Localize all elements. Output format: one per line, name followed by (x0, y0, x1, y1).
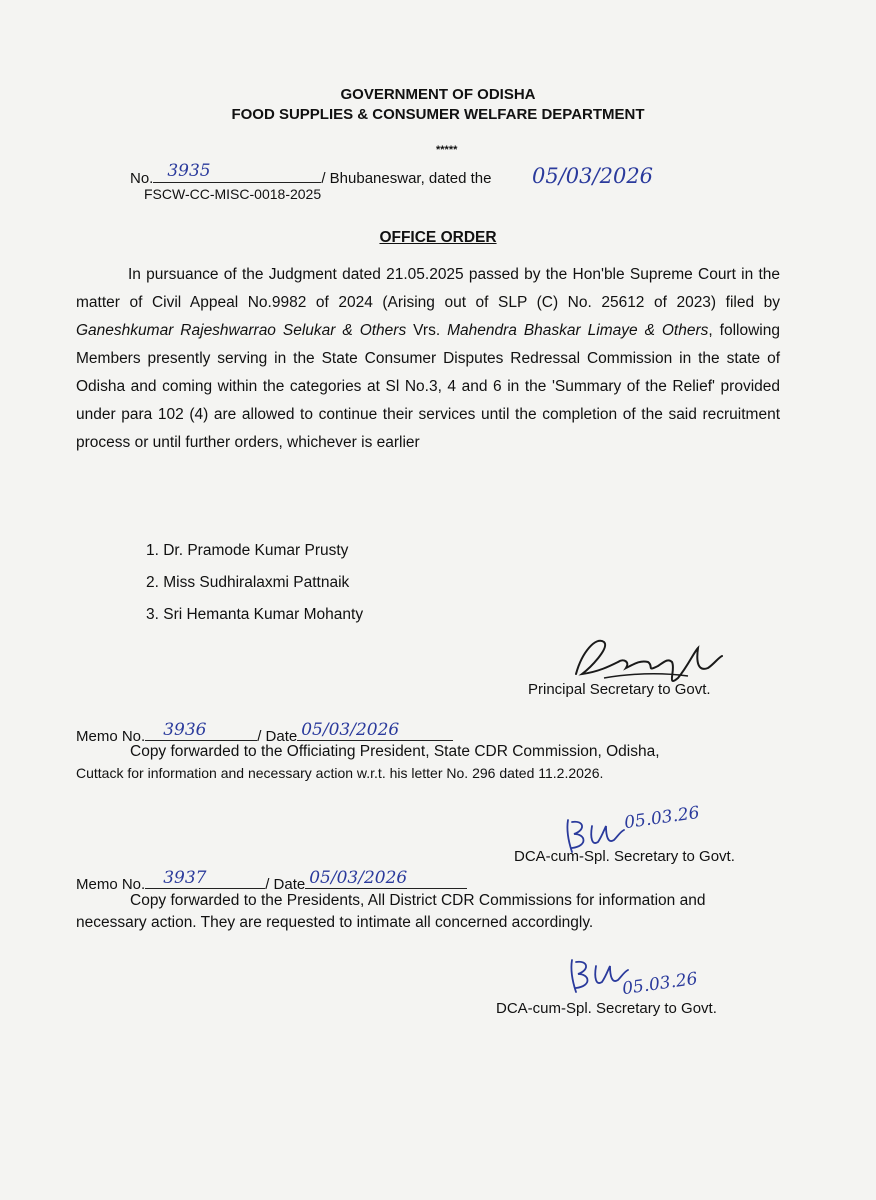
department-heading: FOOD SUPPLIES & CONSUMER WELFARE DEPARTMENT (231, 106, 645, 123)
list-item: 1. Dr. Pramode Kumar Prusty (146, 542, 349, 559)
memo1-text-1: Copy forwarded to the Officiating President, State CDR Commission, Odisha, (130, 743, 660, 760)
order-body (76, 261, 780, 457)
memo1-line (76, 720, 453, 745)
reference-line (130, 161, 492, 187)
principal-secretary-designation: Principal Secretary to Govt. (528, 681, 711, 698)
memo2-no-blank (145, 868, 265, 889)
govt-heading: GOVERNMENT OF ODISHA (340, 86, 536, 103)
body-text-2: , following Members presently serving in the State Consumer Disputes Redressal Commission in the state of Odisha and coming within the categories at Sl No.3, 4 and 6 in the 'Summary of the Relief' provided under para 102 (4) are allowed to continue their services until the completion of the said recruitment process or until further orders, whichever is earlier (76, 322, 780, 451)
handwritten-date: 05/03/2026 (532, 164, 654, 188)
memo1-date: 05/03/2026 (301, 720, 400, 740)
order-title: OFFICE ORDER (379, 229, 497, 246)
list-item: 3. Sri Hemanta Kumar Mohanty (146, 606, 364, 623)
memo1-no-blank (145, 720, 257, 741)
no-label: No. (130, 170, 154, 187)
separator-stars: ***** (436, 144, 458, 156)
memo1-label: Memo No. (76, 728, 146, 745)
memo2-date-label: / Date (265, 876, 306, 893)
memo1-no: 3936 (163, 720, 207, 740)
member-list (146, 542, 363, 638)
body-text-1: In pursuance of the Judgment dated 21.05.2025 passed by the Hon'ble Supreme Court in the matter of Civil Appeal No.9982 of 2024 (Arising out of SLP (C) No. 25612 of 2023) filed by (76, 266, 780, 311)
memo2-date: 05/03/2026 (309, 868, 408, 888)
memo2-date-blank (305, 868, 467, 889)
handwritten-no: 3935 (167, 161, 211, 181)
place-date-text: / Bhubaneswar, dated the (321, 170, 492, 187)
no-blank (153, 161, 321, 183)
memo2-line (76, 868, 467, 893)
party-1: Ganeshkumar Rajeshwarrao Selukar & Others (76, 322, 407, 339)
memo2-label: Memo No. (76, 876, 146, 893)
memo1-date-label: / Date (257, 728, 298, 745)
list-item: 2. Miss Sudhiralaxmi Pattnaik (146, 574, 350, 591)
dca-sign-date-2: 05.03.26 (620, 968, 699, 1000)
party-2: Mahendra Bhaskar Limaye & Others (447, 322, 709, 339)
memo2-text-1: Copy forwarded to the Presidents, All District CDR Commissions for information and (130, 892, 706, 909)
memo1-date-blank (297, 720, 453, 741)
dca-designation-1: DCA-cum-Spl. Secretary to Govt. (514, 848, 735, 865)
memo2-no: 3937 (163, 868, 207, 888)
versus-text: Vrs. (406, 322, 448, 339)
file-number: FSCW-CC-MISC-0018-2025 (144, 186, 322, 202)
dca-signature-2 (562, 952, 632, 998)
memo2-text-2: necessary action. They are requested to intimate all concerned accordingly. (76, 914, 594, 931)
memo1-text-2: Cuttack for information and necessary action w.r.t. his letter No. 296 dated 11.2.2026. (76, 765, 604, 781)
dca-designation-2: DCA-cum-Spl. Secretary to Govt. (496, 1000, 717, 1017)
dca-sign-date-1: 05.03.26 (622, 802, 701, 834)
